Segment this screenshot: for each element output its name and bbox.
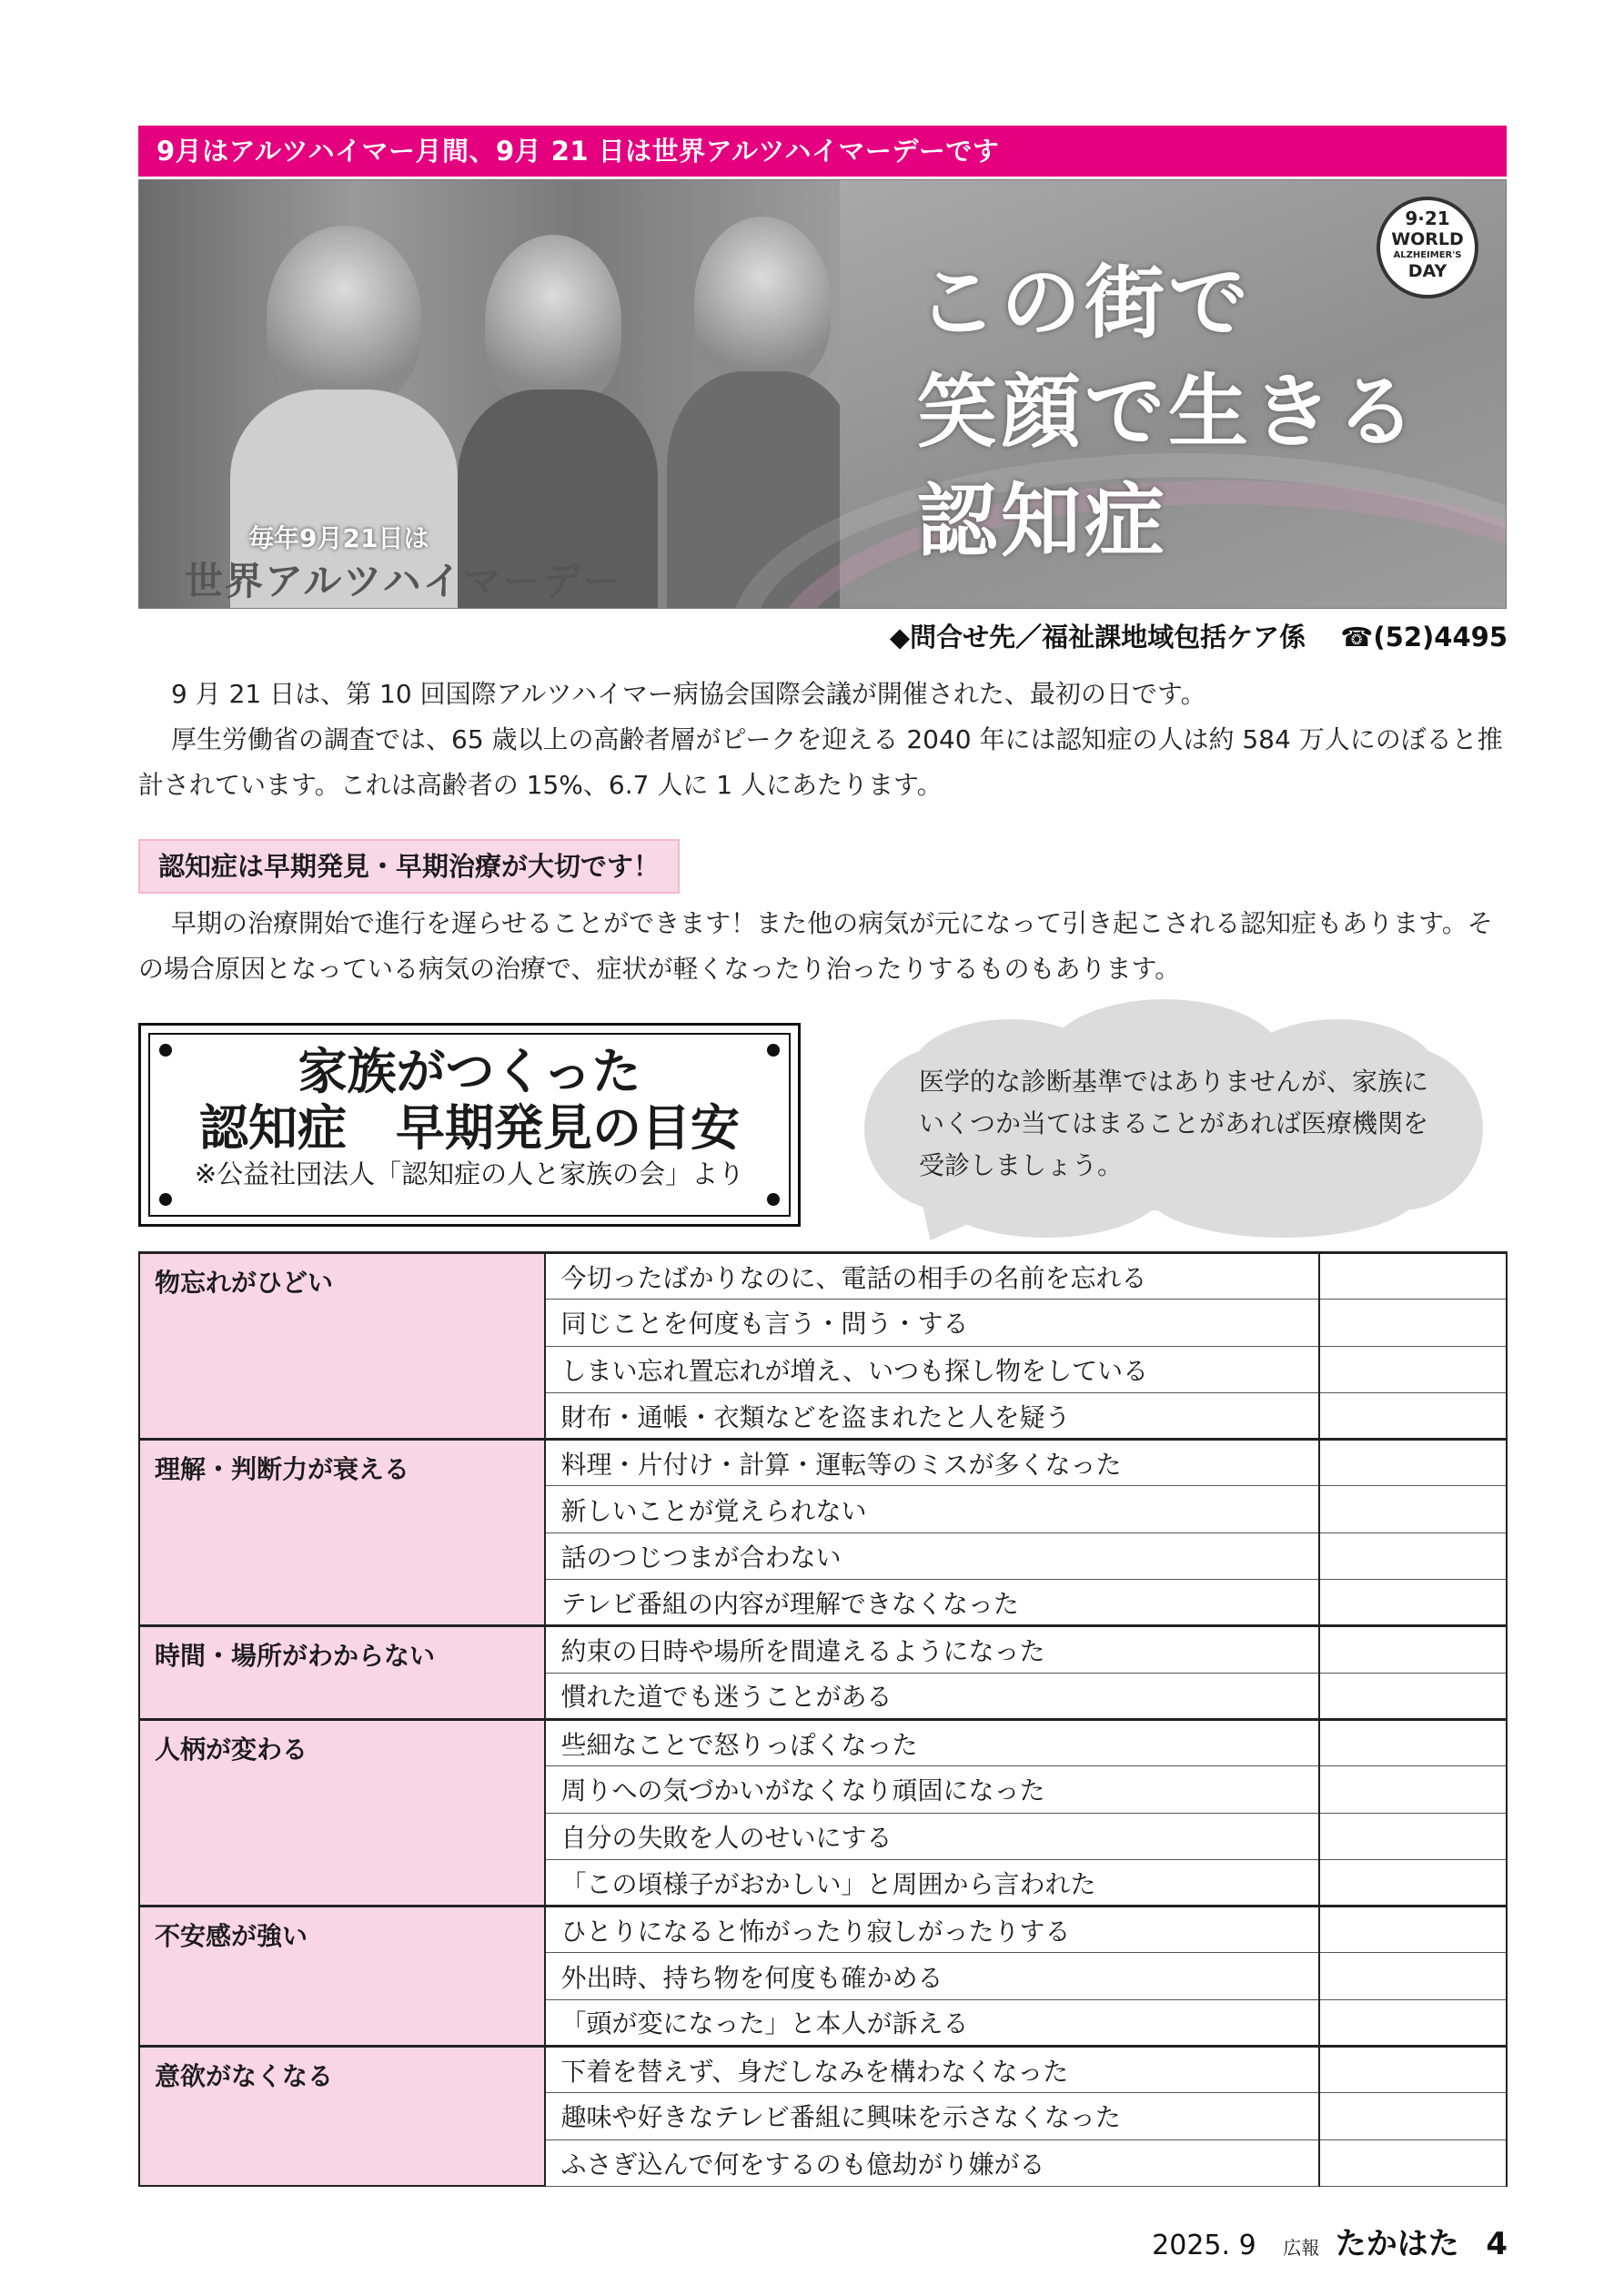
contact-label: ◆問合せ先／福祉課地域包括ケア係 bbox=[889, 622, 1306, 652]
checklist-body bbox=[139, 1253, 1507, 2187]
checklist-checkbox[interactable] bbox=[1319, 1859, 1507, 1906]
intro-paragraph-1: 9 月 21 日は、第 10 回国際アルツハイマー病協会国際会議が開催された、最初の日です。 bbox=[171, 679, 1206, 709]
checklist-checkbox[interactable] bbox=[1319, 1253, 1507, 1300]
checklist-table bbox=[138, 1251, 1508, 2187]
checklist-item: 料理・片付け・計算・運転等のミスが多くなった bbox=[545, 1440, 1319, 1486]
person-photo-1 bbox=[267, 226, 421, 408]
banner-subtitle-day: 世界アルツハイマーデー bbox=[185, 559, 623, 603]
hero-image bbox=[138, 179, 1507, 609]
intro-paragraph-2: 厚生労働省の調査では、65 歳以上の高齢者層がピークを迎える 2040 年には認知症の人は約 584 万人にのぼると推計されています。これは高齢者の 15%、6.7 人に 1 人にあたります。 bbox=[138, 724, 1503, 800]
checklist-row bbox=[139, 1440, 1507, 1486]
checklist-checkbox[interactable] bbox=[1319, 1580, 1507, 1626]
checklist-checkbox[interactable] bbox=[1319, 1626, 1507, 1673]
footer-magazine-label: 広報 bbox=[1283, 2237, 1320, 2259]
checklist-item: 「頭が変になった」と本人が訴える bbox=[545, 1999, 1319, 2046]
footer-page-number: 4 bbox=[1486, 2226, 1508, 2262]
checklist-item: しまい忘れ置忘れが増え、いつも探し物をしている bbox=[545, 1346, 1319, 1392]
checklist-title-line-1: 家族がつくった bbox=[298, 1043, 641, 1100]
footer-date: 2025. 9 bbox=[1152, 2230, 1256, 2261]
checklist-item: 趣味や好きなテレビ番組に興味を示さなくなった bbox=[545, 2093, 1319, 2139]
checklist-item: 約束の日時や場所を間違えるようになった bbox=[545, 1626, 1319, 1673]
checklist-checkbox[interactable] bbox=[1319, 1907, 1507, 1953]
checklist-checkbox[interactable] bbox=[1319, 1999, 1507, 2046]
footer bbox=[1134, 2219, 1508, 2263]
checklist-item: 新しいことが覚えられない bbox=[545, 1486, 1319, 1532]
hero-photos bbox=[139, 180, 867, 609]
checklist-item: 慣れた道でも迷うことがある bbox=[545, 1673, 1319, 1719]
banner-title-line-2: 笑顔で生きる bbox=[917, 365, 1420, 459]
checklist-row bbox=[139, 1626, 1507, 1673]
banner-title-line-3: 認知症 bbox=[917, 474, 1169, 568]
checklist-category: 物忘れがひどい bbox=[139, 1253, 545, 1440]
world-alzheimers-day-logo: 9·21 WORLD ALZHEIMER'S DAY bbox=[1377, 197, 1478, 298]
section-heading: 認知症は早期発見・早期治療が大切です！ bbox=[138, 839, 680, 894]
checklist-checkbox[interactable] bbox=[1319, 2139, 1507, 2186]
checklist-category: 時間・場所がわからない bbox=[139, 1626, 545, 1720]
checklist-source: ※公益社団法人「認知症の人と家族の会」より bbox=[194, 1158, 745, 1189]
checklist-row bbox=[139, 1253, 1507, 1300]
checklist-item: 今切ったばかりなのに、電話の相手の名前を忘れる bbox=[545, 1253, 1319, 1300]
bubble-text: 医学的な診断基準ではありませんが、家族にいくつか当てはまることがあれば医療機関を受診しましょう。 bbox=[919, 1067, 1429, 1180]
contact-info bbox=[890, 617, 1508, 654]
checklist-checkbox[interactable] bbox=[1319, 1813, 1507, 1859]
checklist-item: 話のつじつまが合わない bbox=[545, 1532, 1319, 1579]
checklist-item: ふさぎ込んで何をするのも億劫がり嫌がる bbox=[545, 2139, 1319, 2186]
checklist-checkbox[interactable] bbox=[1319, 2093, 1507, 2139]
banner-title-line-1: この街で bbox=[917, 256, 1253, 349]
checklist-item: 自分の失敗を人のせいにする bbox=[545, 1813, 1319, 1859]
checklist-row bbox=[139, 2047, 1507, 2093]
checklist-item: 些細なことで怒りっぽくなった bbox=[545, 1719, 1319, 1765]
checklist-item: 外出時、持ち物を何度も確かめる bbox=[545, 1953, 1319, 1999]
phone-number: ☎(52)4495 bbox=[1340, 622, 1508, 652]
checklist-title-line-2: 認知症 早期発見の目安 bbox=[199, 1099, 740, 1157]
checklist-category: 人柄が変わる bbox=[139, 1719, 545, 1906]
checklist-title-box bbox=[138, 1023, 801, 1227]
checklist-item: 財布・通帳・衣類などを盗まれたと人を疑う bbox=[545, 1392, 1319, 1439]
checklist-item: 下着を替えず、身だしなみを構わなくなった bbox=[545, 2047, 1319, 2093]
person-photo-3 bbox=[694, 217, 831, 389]
checklist-checkbox[interactable] bbox=[1319, 1300, 1507, 1346]
checklist-checkbox[interactable] bbox=[1319, 1532, 1507, 1579]
checklist-checkbox[interactable] bbox=[1319, 1719, 1507, 1765]
checklist-item: ひとりになると怖がったり寂しがったりする bbox=[545, 1907, 1319, 1953]
person-photo-2 bbox=[485, 235, 621, 408]
checklist-checkbox[interactable] bbox=[1319, 2047, 1507, 2093]
banner-subtitle-date: 毎年9月21日は bbox=[248, 523, 429, 553]
footer-magazine-name: たかはた bbox=[1335, 2226, 1459, 2262]
banner-header: 9月はアルツハイマー月間、9月 21 日は世界アルツハイマーデーです bbox=[138, 126, 1507, 177]
checklist-checkbox[interactable] bbox=[1319, 1440, 1507, 1486]
checklist-checkbox[interactable] bbox=[1319, 1953, 1507, 1999]
checklist-row bbox=[139, 1907, 1507, 1953]
checklist-item: 「この頃様子がおかしい」と周囲から言われた bbox=[545, 1859, 1319, 1906]
checklist-item: 同じことを何度も言う・問う・する bbox=[545, 1300, 1319, 1346]
checklist-checkbox[interactable] bbox=[1319, 1392, 1507, 1439]
checklist-checkbox[interactable] bbox=[1319, 1673, 1507, 1719]
checklist-checkbox[interactable] bbox=[1319, 1766, 1507, 1813]
checklist-checkbox[interactable] bbox=[1319, 1486, 1507, 1532]
checklist-item: テレビ番組の内容が理解できなくなった bbox=[545, 1580, 1319, 1626]
checklist-item: 周りへの気づかいがなくなり頑固になった bbox=[545, 1766, 1319, 1813]
checklist-checkbox[interactable] bbox=[1319, 1346, 1507, 1392]
checklist-row bbox=[139, 1719, 1507, 1765]
checklist-category: 意欲がなくなる bbox=[139, 2047, 545, 2187]
section-body: 早期の治療開始で進行を遅らせることができます！また他の病気が元になって引き起こされる認知症もあります。その場合原因となっている病気の治療で、症状が軽くなったり治ったりするものもあります。 bbox=[138, 908, 1493, 984]
checklist-category: 理解・判断力が衰える bbox=[139, 1440, 545, 1626]
checklist-category: 不安感が強い bbox=[139, 1907, 545, 2047]
